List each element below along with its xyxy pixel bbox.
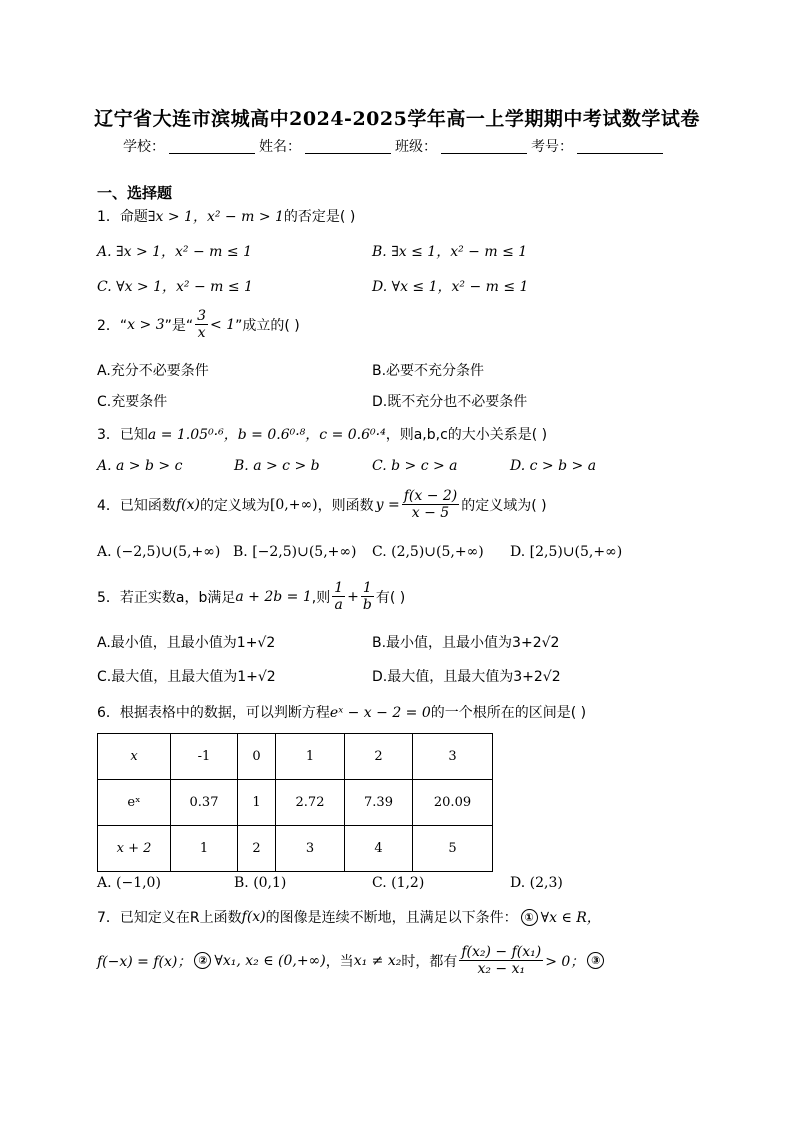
q6-equation: eˣ − x − 2 = 0: [329, 705, 431, 721]
condition-1-marker: ①: [521, 909, 538, 926]
q6-data-table: [97, 733, 493, 872]
school-blank[interactable]: [169, 153, 255, 154]
number-label: 考号：: [531, 139, 573, 155]
q5-option-c[interactable]: C.最大值，且最大值为1+√2: [97, 669, 276, 685]
school-label: 学校：: [123, 139, 165, 155]
q4-fraction: $\frac{f(x - 2)}{x - 5}$: [403, 488, 458, 522]
question-5: 5．若正实数a，b满足 a + 2b = 1 ,则 $\frac{1}{a}$ + $\frac{1}{b}$ 有( ): [97, 580, 406, 614]
exam-title: 辽宁省大连市滨城高中2024-2025学年高一上学期期中考试数学试卷: [94, 108, 700, 130]
q1-option-c[interactable]: C. ∀x > 1，x² − m ≤ 1: [97, 279, 253, 295]
class-blank[interactable]: [441, 153, 527, 154]
q4-option-c[interactable]: C. (2,5)∪(5,+∞): [372, 544, 484, 560]
name-blank[interactable]: [305, 153, 391, 154]
condition-3-marker: ③: [587, 952, 604, 969]
question-3: 3．已知a = 1.05⁰·⁶，b = 0.6⁰·⁸，c = 0.6⁰·⁴，则a,b,c的大小关系是( ): [97, 427, 548, 443]
q1-option-b[interactable]: B. ∃x ≤ 1，x² − m ≤ 1: [372, 244, 528, 260]
question-2: 2．“ x > 3 ”是“ $\frac{3}{x}$ < 1 ”成立的( ): [97, 308, 300, 342]
q3-option-a[interactable]: A. a > b > c: [97, 458, 183, 474]
question-6: 6．根据表格中的数据，可以判断方程eˣ − x − 2 = 0的一个根所在的区间是( ): [97, 705, 587, 721]
q3-option-d[interactable]: D. c > b > a: [510, 458, 597, 474]
table-row: x + 2 1 2 3 4 5: [98, 826, 493, 872]
q5-fraction-1: $\frac{1}{a}$: [334, 580, 344, 614]
question-4: 4．已知函数 f(x) 的定义域为 [0,+∞) ，则函数 y = $\frac{f(x - 2)}{x - 5}$ 的定义域为( ): [97, 488, 547, 522]
q3-option-c[interactable]: C. b > c > a: [372, 458, 458, 474]
q5-fraction-2: $\frac{1}{b}$: [362, 580, 372, 614]
q2-option-b[interactable]: B.必要不充分条件: [372, 363, 485, 379]
section-heading: 一、选择题: [97, 184, 173, 202]
q4-option-d[interactable]: D. [2,5)∪(5,+∞): [510, 544, 623, 560]
name-label: 姓名：: [259, 139, 301, 155]
table-row: eˣ 0.37 1 2.72 7.39 20.09: [98, 780, 493, 826]
q3-option-b[interactable]: B. a > c > b: [234, 458, 320, 474]
q2-option-a[interactable]: A.充分不必要条件: [97, 363, 209, 379]
condition-2-marker: ②: [194, 952, 211, 969]
q6-option-b[interactable]: B. (0,1): [234, 875, 287, 891]
q5-option-a[interactable]: A.最小值，且最小值为1+√2: [97, 635, 276, 651]
q1-option-d[interactable]: D. ∀x ≤ 1，x² − m ≤ 1: [372, 279, 529, 295]
q2-option-c[interactable]: C.充要条件: [97, 394, 168, 410]
q4-option-a[interactable]: A. (−2,5)∪(5,+∞): [97, 544, 221, 560]
q2-option-d[interactable]: D.既不充分也不必要条件: [372, 394, 528, 410]
question-7-line-2: f(−x) = f(x)； ② ∀x₁, x₂ ∈ (0,+∞) ，当 x₁ ≠ x₂ 时，都有 $\frac{\text{f(x₂) − f(x₁)}}{\text{x₂ − x₁}}$ > 0； ③: [97, 944, 607, 977]
q4-option-b[interactable]: B. [−2,5)∪(5,+∞): [233, 544, 357, 560]
q3-math: a = 1.05⁰·⁶，b = 0.6⁰·⁸，c = 0.6⁰·⁴: [147, 427, 386, 443]
q6-option-a[interactable]: A. (−1,0): [97, 875, 161, 891]
q6-option-d[interactable]: D. (2,3): [510, 875, 563, 891]
q1-option-a[interactable]: A. ∃x > 1，x² − m ≤ 1: [97, 244, 252, 260]
q6-option-c[interactable]: C. (1,2): [372, 875, 425, 891]
q7-fraction: $\frac{\text{f(x₂) − f(x₁)}}{\text{x₂ − x₁}}$: [461, 944, 542, 978]
question-1: 1．命题∃x > 1，x² − m > 1的否定是( ): [97, 209, 356, 225]
number-blank[interactable]: [577, 153, 663, 154]
table-row: x -1 0 1 2 3: [98, 734, 493, 780]
q2-fraction: $\frac{3}{x}$: [197, 308, 207, 342]
q5-option-d[interactable]: D.最大值，且最大值为3+2√2: [372, 669, 561, 685]
question-7: 7．已知定义在R上函数 f(x) 的图像是连续不断地，且满足以下条件： ① ∀x ∈ R，: [97, 909, 601, 926]
q5-option-b[interactable]: B.最小值，且最小值为3+2√2: [372, 635, 560, 651]
student-info-row: [123, 136, 667, 156]
class-label: 班级：: [395, 139, 437, 155]
q1-math: ∃x > 1，x² − m > 1: [147, 209, 284, 225]
